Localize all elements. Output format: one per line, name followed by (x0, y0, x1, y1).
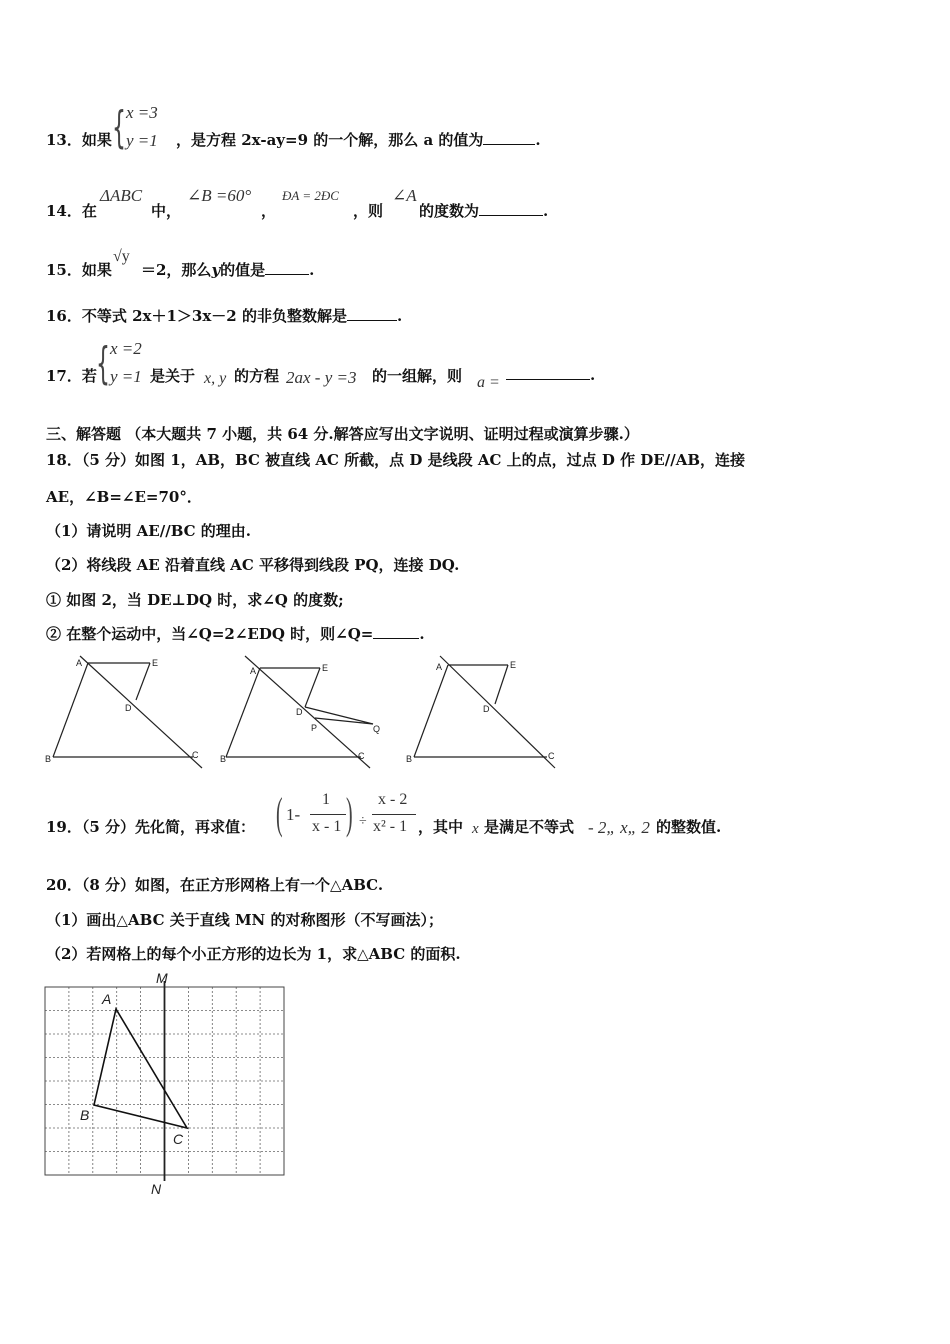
answer-blank[interactable] (265, 260, 309, 275)
q18-c2: ② 在整个运动中，当∠Q=2∠EDQ 时，则∠Q= . (46, 625, 425, 643)
fig3-label-e: E (510, 660, 517, 670)
q16: 16．不等式 2x＋1＞3x－2 的非负整数解是 . (46, 307, 403, 325)
fig1-label-a: A (76, 658, 83, 668)
q17-eq: 2ax - y =3 (286, 368, 357, 387)
q14-mid: 中， (151, 202, 182, 220)
q20-sub2: （2）若网格上的每个小正方形的边长为 1，求△ABC 的面积. (46, 945, 461, 963)
q18-line2: AE，∠B=∠E=70°． (46, 488, 202, 506)
fig3-label-b: B (406, 754, 413, 764)
q19-post: 的整数值. (656, 818, 722, 836)
fig3-label-c: C (548, 751, 555, 761)
q17-blank: . (506, 365, 595, 384)
q14: 14．在 (46, 202, 97, 220)
q19-lparen: ( (276, 789, 283, 838)
q14-angA: ∠A (392, 186, 417, 205)
answer-blank[interactable] (506, 365, 590, 380)
q17-brace: { (96, 338, 110, 389)
label-b: B (80, 1107, 90, 1123)
q17-sys1: x =2 (110, 339, 142, 358)
q13-brace: { (112, 102, 126, 153)
fig2-label-e: E (322, 663, 329, 673)
q18-sub2: （2）将线段 AE 沿着直线 AC 平移得到线段 PQ，连接 DQ. (46, 556, 460, 574)
q20-sub1: （1）画出△ABC 关于直线 MN 的对称图形（不写画法）； (46, 911, 443, 929)
fig2-label-a: A (250, 666, 257, 676)
answer-blank[interactable] (373, 624, 419, 639)
fig2-label-b: B (220, 754, 227, 764)
fig2-label-c: C (358, 751, 365, 761)
label-c: C (173, 1131, 184, 1147)
fig3-line-ac (440, 656, 555, 768)
fig2-line-ac (245, 656, 370, 768)
q19-one: 1- (286, 805, 301, 824)
q14-comma2: ，则 (353, 202, 384, 220)
q19-frac1-bar (310, 814, 346, 815)
fig3-label-d: D (483, 704, 490, 714)
q18-c1: ① 如图 2，当 DE⊥DQ 时，求∠Q 的度数; (46, 591, 344, 609)
q19-d2: x² - 1 (373, 818, 408, 835)
fig2-label-p: P (311, 723, 318, 733)
q14-rel: ÐA = 2ÐC (282, 188, 339, 203)
q14-rest: 的度数为 . (419, 202, 549, 220)
q19-ineq: - 2„ x„ 2 (588, 818, 650, 837)
fig3-label-a: A (436, 662, 443, 672)
fig2-line-ed (305, 668, 320, 707)
q17-mid2: 的方程 (234, 367, 280, 385)
section-heading: 三、解答题 （本大题共 7 小题，共 64 分.解答应写出文字说明、证明过程或演算步骤.） (46, 425, 639, 443)
q19-rparen: ) (346, 789, 353, 838)
q19-mid: ，其中 (418, 818, 464, 836)
q19-d1: x - 1 (312, 818, 342, 835)
fig3-line-ab (414, 665, 448, 757)
q14-angB: ∠B =60° (187, 186, 252, 205)
fig2-line-dq (305, 707, 373, 724)
q14-tri: ΔABC (100, 186, 143, 205)
fig2-label-d: D (296, 707, 303, 717)
fig1-label-b: B (45, 754, 52, 764)
label-n: N (151, 1181, 162, 1197)
q18-figures (40, 650, 580, 775)
fig1-label-d: D (125, 703, 132, 713)
q17: 17．若 (46, 367, 97, 385)
q13-sys2: y =1 (126, 131, 158, 150)
q19-x: x (472, 821, 479, 837)
q19-n2: x - 2 (378, 791, 408, 808)
q19: 19．（5 分）先化简，再求值： (46, 818, 256, 836)
fig2-line-pq (315, 718, 373, 724)
answer-blank[interactable] (483, 130, 535, 145)
q19-frac2-bar (372, 814, 416, 815)
fig2-line-ab (226, 668, 260, 757)
answer-blank[interactable] (479, 201, 543, 216)
fig2-label-q: Q (373, 724, 381, 734)
q18-sub1: （1）请说明 AE//BC 的理由. (46, 522, 252, 540)
q17-post: 的一组解，则 (372, 367, 463, 385)
q20-line1: 20．（8 分）如图，在正方形网格上有一个△ABC. (46, 876, 384, 894)
q17-sys2: y =1 (110, 367, 142, 386)
q17-vars: x, y (204, 370, 227, 387)
fig3-line-ed (495, 665, 508, 704)
fig1-label-e: E (152, 658, 159, 668)
q14-comma1: ， (261, 202, 277, 220)
q19-div: ÷ (359, 814, 367, 829)
q13-sys1: x =3 (126, 103, 158, 122)
q15: 15．如果 (46, 261, 112, 279)
q17-mid: 是关于 (150, 367, 196, 385)
answer-blank[interactable] (347, 306, 397, 321)
q15-rest: ＝2，那么y的值是 . (141, 261, 315, 279)
q19-mid2: 是满足不等式 (484, 818, 575, 836)
q17-a: a = (477, 374, 500, 391)
q15-sqrt: √y (113, 248, 130, 265)
label-a: A (102, 991, 112, 1007)
fig1-line-ed (136, 663, 150, 700)
label-m: M (156, 970, 168, 986)
q20-grid-figure (40, 968, 300, 1200)
q18-line1: 18．（5 分）如图 1，AB，BC 被直线 AC 所截，点 D 是线段 AC 上的点，过点 D 作 DE//AB，连接 (46, 451, 746, 469)
fig1-label-c: C (192, 750, 199, 760)
fig1-line-ab (53, 663, 88, 757)
q19-n1: 1 (322, 791, 330, 808)
q13-rest: ，是方程 2x-ay=9 的一个解，那么 a 的值为 . (176, 131, 541, 149)
fig1-line-ac (80, 656, 202, 768)
q13: 13．如果 (46, 131, 112, 149)
